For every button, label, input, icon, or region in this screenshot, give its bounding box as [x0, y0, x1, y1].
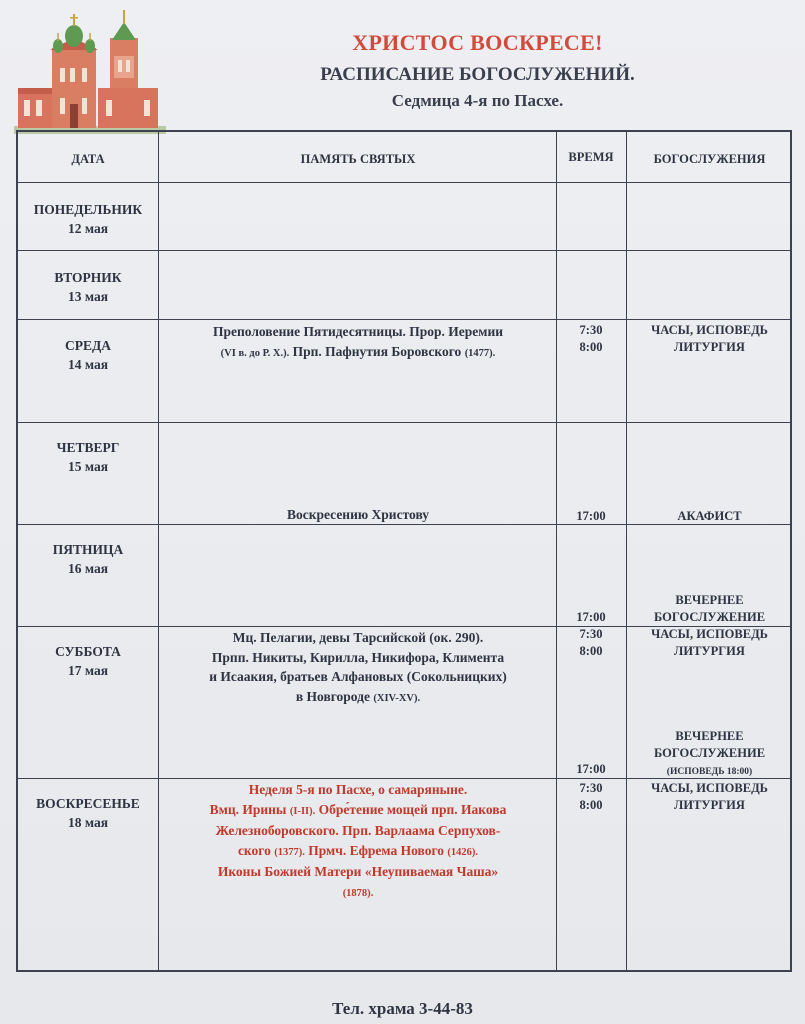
- day-name: ЧЕТВЕРГ: [56, 440, 120, 455]
- church-phone: Тел. храма 3-44-83: [332, 999, 473, 1018]
- memory-line: Прпп. Никиты, Кирилла, Никифора, Климента: [211, 649, 505, 665]
- memory-line: в Новгороде (XIV-XV).: [295, 688, 421, 704]
- time-sunday: [556, 780, 626, 814]
- memory-line: (1878).: [342, 887, 374, 899]
- time-value: 7:30: [579, 627, 603, 641]
- day-thursday: [18, 438, 158, 476]
- column-divider: [158, 132, 159, 970]
- service-note: (ИСПОВЕДЬ 18:00): [666, 767, 753, 777]
- page-subtitle: Седмица 4-я по Пасхе.: [391, 91, 564, 110]
- memory-thursday: Воскресению Христову: [286, 507, 430, 522]
- service-value: ЛИТУРГИЯ: [674, 644, 745, 658]
- church-illustration: [14, 8, 166, 134]
- day-name: ВОСКРЕСЕНЬЕ: [36, 796, 140, 811]
- row-divider: [18, 250, 790, 251]
- row-divider: [18, 319, 790, 320]
- time-value: 8:00: [579, 340, 603, 354]
- memory-wednesday: [160, 322, 556, 363]
- day-name: ПОНЕДЕЛЬНИК: [33, 202, 143, 217]
- page-title: РАСПИСАНИЕ БОГОСЛУЖЕНИЙ.: [320, 64, 635, 85]
- day-name: ПЯТНИЦА: [52, 542, 124, 557]
- time-value: 8:00: [579, 798, 603, 812]
- day-date: 15 мая: [67, 459, 109, 474]
- day-date: 17 мая: [67, 663, 109, 678]
- services-thursday: АКАФИСТ: [677, 509, 742, 523]
- service-value: БОГОСЛУЖЕНИЕ: [653, 746, 766, 760]
- day-date: 13 мая: [67, 289, 109, 304]
- day-date: 16 мая: [67, 561, 109, 576]
- time-value: 8:00: [579, 644, 603, 658]
- memory-line: Неделя 5-я по Пасхе, о самаряныне.: [248, 782, 468, 797]
- time-saturday: [556, 626, 626, 660]
- service-value: ВЕЧЕРНЕЕ: [675, 593, 744, 607]
- column-divider: [556, 132, 557, 970]
- memory-line: Железноборовского. Прп. Варлаама Серпухов-: [215, 823, 501, 838]
- column-header-memory: ПАМЯТЬ СВЯТЫХ: [300, 152, 416, 166]
- day-name: ВТОРНИК: [54, 270, 122, 285]
- day-date: 14 мая: [67, 357, 109, 372]
- service-value: ЛИТУРГИЯ: [674, 340, 745, 354]
- memory-line: Иконы Божией Матери «Неупиваемая Чаша»: [217, 864, 499, 879]
- services-sunday: [627, 780, 792, 814]
- row-divider: [18, 182, 790, 183]
- time-saturday-evening: 17:00: [576, 762, 606, 776]
- day-friday: [18, 540, 158, 578]
- services-wednesday: [627, 322, 792, 356]
- memory-line: и Исаакия, братьев Алфановых (Сокольницких): [209, 669, 507, 684]
- memory-sunday: [160, 780, 556, 903]
- memory-line: Преполовение Пятидесятницы. Прор. Иеремии: [212, 324, 504, 339]
- time-value: 7:30: [579, 323, 603, 337]
- memory-saturday: [160, 628, 556, 708]
- services-saturday: [627, 626, 792, 660]
- greeting-heading: ХРИСТОС ВОСКРЕСЕ!: [352, 30, 603, 55]
- time-friday: 17:00: [576, 610, 606, 624]
- day-sunday: [18, 794, 158, 832]
- schedule-table: [16, 130, 792, 972]
- time-thursday: 17:00: [576, 509, 606, 523]
- column-divider: [626, 132, 627, 970]
- services-friday: [627, 592, 792, 626]
- services-saturday-evening: [627, 728, 792, 781]
- memory-line: (VI в. до Р. Х.). Прп. Пафнутия Боровского (1477).: [220, 343, 496, 359]
- day-date: 18 мая: [67, 815, 109, 830]
- column-header-time: ВРЕМЯ: [568, 150, 614, 164]
- day-monday: [18, 200, 158, 238]
- time-wednesday: [556, 322, 626, 356]
- day-saturday: [18, 642, 158, 680]
- day-wednesday: [18, 336, 158, 374]
- column-header-date: ДАТА: [71, 152, 105, 166]
- memory-line: ского (1377). Прмч. Ефрема Нового (1426).: [237, 842, 479, 858]
- service-value: ЧАСЫ, ИСПОВЕДЬ: [651, 627, 768, 641]
- service-value: ЧАСЫ, ИСПОВЕДЬ: [651, 323, 768, 337]
- memory-line: Мц. Пелагии, девы Тарсийской (ок. 290).: [232, 630, 484, 645]
- memory-line: Вмц. Ирины (I-II). Обре́тение мощей прп. Иакова: [209, 801, 507, 817]
- service-value: ЛИТУРГИЯ: [674, 798, 745, 812]
- column-header-services: БОГОСЛУЖЕНИЯ: [653, 152, 766, 166]
- day-name: СРЕДА: [64, 338, 112, 353]
- time-value: 7:30: [579, 781, 603, 795]
- service-value: ЧАСЫ, ИСПОВЕДЬ: [651, 781, 768, 795]
- service-value: ВЕЧЕРНЕЕ: [675, 729, 744, 743]
- service-value: БОГОСЛУЖЕНИЕ: [653, 610, 766, 624]
- day-tuesday: [18, 268, 158, 306]
- day-date: 12 мая: [67, 221, 109, 236]
- row-divider: [18, 422, 790, 423]
- day-name: СУББОТА: [55, 644, 121, 659]
